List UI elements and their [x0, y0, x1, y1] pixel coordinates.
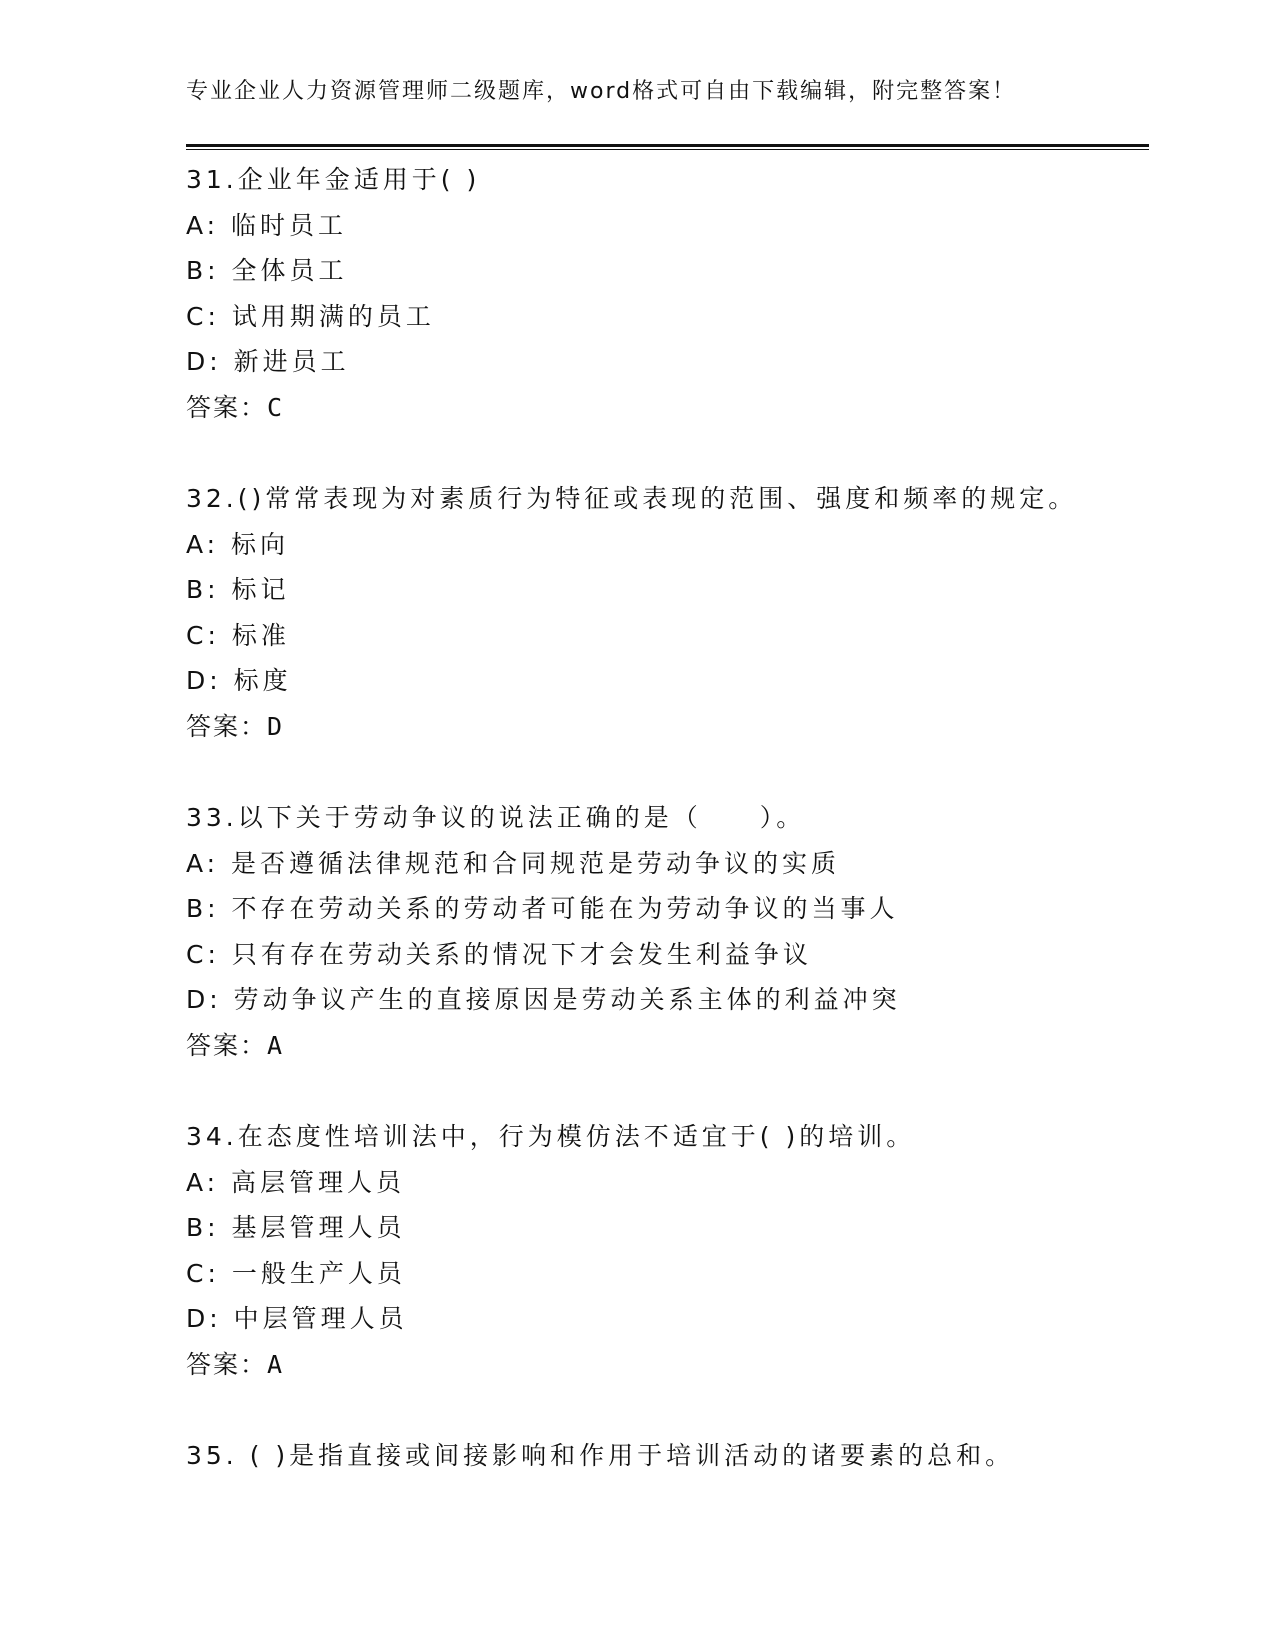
option-a: A: 高层管理人员: [186, 1167, 406, 1197]
answer-label: 答案：: [186, 711, 268, 741]
answer-line: [186, 385, 1149, 431]
question-stem: 32.()常常表现为对素质行为特征或表现的范围、强度和频率的规定。: [186, 484, 1078, 513]
option-a: A: 临时员工: [186, 210, 348, 240]
question-31: [186, 157, 1149, 430]
answer-line: [186, 1023, 1149, 1069]
answer-label: 答案：: [186, 1349, 268, 1379]
answer-label: 答案：: [186, 1030, 268, 1060]
question-stem: 34.在态度性培训法中，行为模仿法不适宜于( )的培训。: [186, 1122, 916, 1151]
option-b: B: 基层管理人员: [186, 1213, 406, 1242]
option-d: D: 新进员工: [186, 347, 350, 376]
answer-value: A: [267, 1349, 283, 1379]
answer-value: C: [267, 392, 283, 422]
option-c: C: 只有存在劳动关系的情况下才会发生利益争议: [186, 939, 812, 969]
answer-label: 答案：: [186, 392, 268, 422]
question-stem: 35. ( )是指直接或间接影响和作用于培训活动的诸要素的总和。: [186, 1441, 1015, 1470]
option-b: B: 全体员工: [186, 256, 348, 285]
header-rule-thick: [186, 144, 1149, 147]
answer-line: [186, 704, 1149, 750]
option-b: B: 标记: [186, 575, 290, 604]
option-b: B: 不存在劳动关系的劳动者可能在为劳动争议的当事人: [186, 894, 899, 923]
option-d: D: 标度: [186, 666, 292, 695]
option-c: C: 标准: [186, 620, 290, 650]
question-33: [186, 795, 1149, 1068]
header-rule-thin: [186, 149, 1149, 150]
option-c: C: 一般生产人员: [186, 1258, 406, 1288]
option-a: A: 是否遵循法律规范和合同规范是劳动争议的实质: [186, 848, 841, 878]
question-list: [186, 157, 1149, 1525]
question-stem: 31.企业年金适用于( ): [186, 165, 481, 194]
answer-value: D: [267, 711, 283, 741]
question-stem: 33.以下关于劳动争议的说法正确的是（ ）。: [186, 803, 806, 832]
option-a: A: 标向: [186, 529, 290, 559]
document-header: 专业企业人力资源管理师二级题库，word格式可自由下载编辑，附完整答案！: [186, 79, 1017, 104]
answer-value: A: [267, 1030, 283, 1060]
option-c: C: 试用期满的员工: [186, 301, 435, 331]
question-35: [186, 1433, 1149, 1479]
option-d: D: 劳动争议产生的直接原因是劳动关系主体的利益冲突: [186, 985, 901, 1014]
option-d: D: 中层管理人员: [186, 1304, 408, 1333]
question-34: [186, 1114, 1149, 1387]
question-32: [186, 476, 1149, 749]
answer-line: [186, 1342, 1149, 1388]
